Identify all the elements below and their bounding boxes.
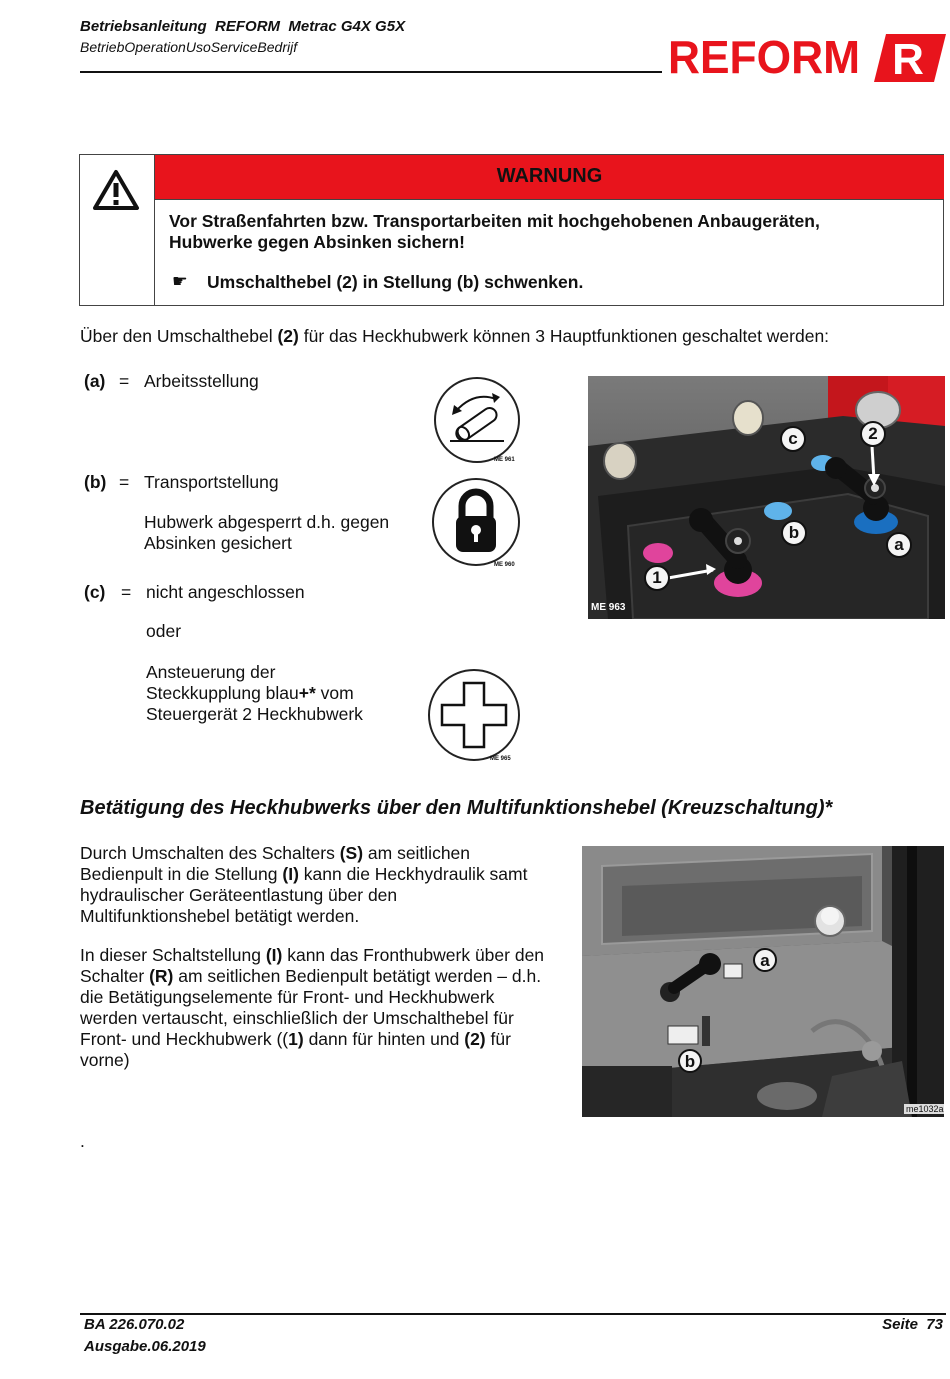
text: Durch Umschalten des Schalters xyxy=(80,843,340,863)
intro-paragraph xyxy=(80,326,829,347)
key: 1) xyxy=(288,1029,304,1049)
text: dann für hinten und xyxy=(303,1029,465,1049)
text-line xyxy=(80,966,580,987)
text: kann das Fronthubwerk über den xyxy=(282,945,545,965)
document-subtitle: BetriebOperationUsoServiceBedrijf xyxy=(80,39,298,55)
function-c-or: oder xyxy=(146,621,182,641)
header-rule xyxy=(80,71,662,73)
text-line: hydraulischer Geräteentlastung über den xyxy=(80,885,398,905)
icon-code: ME 965 xyxy=(490,756,511,762)
callout-1: 1 xyxy=(644,565,670,591)
photo-code: me1032a xyxy=(906,1104,944,1114)
function-a-eq: = xyxy=(119,371,130,391)
intro-text: Über den Umschalthebel xyxy=(80,326,278,346)
paragraph-switch-position xyxy=(80,945,580,1071)
function-c-detail-text: Steckkupplung blau xyxy=(146,683,299,703)
warning-heading: WARNUNG xyxy=(155,155,944,200)
text: kann die Heckhydraulik samt xyxy=(298,864,528,884)
warning-text-line: Hubwerke gegen Absinken sichern! xyxy=(169,232,465,252)
section-title: Betätigung des Heckhubwerks über den Multifunktionshebel (Kreuzschaltung)* xyxy=(80,797,833,819)
warning-box xyxy=(79,154,944,306)
function-c-detail-text: vom xyxy=(315,683,354,703)
document-title: Betriebsanleitung REFORM Metrac G4X G5X xyxy=(80,18,406,35)
text: In dieser Schaltstellung xyxy=(80,945,266,965)
callout-a: a xyxy=(886,532,912,558)
function-c-detail-line: Ansteuerung der xyxy=(146,662,276,682)
function-a-label: Arbeitsstellung xyxy=(144,371,259,391)
function-b-detail-line: Hubwerk abgesperrt d.h. gegen xyxy=(144,512,390,532)
logo-mark-letter: R xyxy=(892,35,924,84)
function-c-eq: = xyxy=(121,582,132,602)
side-panel-photo xyxy=(582,846,944,1117)
logo-wordmark: REFORM xyxy=(668,32,860,83)
text: für xyxy=(485,1029,511,1049)
cross-icon xyxy=(426,667,524,765)
photo-code: ME 963 xyxy=(591,602,626,613)
function-c-key: (c) xyxy=(84,582,106,602)
callout-c: c xyxy=(780,426,806,452)
function-c-detail xyxy=(146,662,363,725)
warning-text-line: Vor Straßenfahrten bzw. Transportarbeiten mit hochgehobenen Anbaugeräten, xyxy=(169,211,820,231)
option-mark: +* xyxy=(298,683,316,703)
function-c-detail-line xyxy=(146,683,363,704)
callout-2: 2 xyxy=(860,421,886,447)
text-line xyxy=(80,843,580,864)
text: am seitlichen Bedienpult betätigt werden – d.h. xyxy=(173,966,542,986)
function-b-eq: = xyxy=(119,472,130,492)
work-position-icon xyxy=(432,375,524,467)
key: (I) xyxy=(282,864,299,884)
lock-icon xyxy=(430,476,524,570)
function-b-detail xyxy=(144,512,389,554)
key: (I) xyxy=(265,945,283,965)
function-b-label: Transportstellung xyxy=(144,472,279,492)
pointing-hand-icon: ☛ xyxy=(172,271,188,291)
text-line xyxy=(80,864,580,885)
paragraph-switch-s xyxy=(80,843,580,927)
warning-action: Umschalthebel (2) in Stellung (b) schwenken. xyxy=(207,272,584,292)
callout-b: b xyxy=(781,520,807,546)
text-line xyxy=(80,945,580,966)
function-c-detail-line: Steuergerät 2 Heckhubwerk xyxy=(146,704,363,724)
intro-text: für das Heckhubwerk können 3 Hauptfunktionen geschaltet werden: xyxy=(298,326,830,346)
key: (R) xyxy=(149,966,174,986)
warning-triangle-icon xyxy=(92,169,140,211)
text-line: vorne) xyxy=(80,1050,130,1070)
control-levers-photo xyxy=(588,376,945,619)
text-line: Multifunktionshebel betätigt werden. xyxy=(80,906,360,926)
function-b-detail-line: Absinken gesichert xyxy=(144,533,292,553)
text: Front- und Heckhubwerk (( xyxy=(80,1029,289,1049)
text: Bedienpult in die Stellung xyxy=(80,864,283,884)
text: am seitlichen xyxy=(363,843,471,863)
function-b-key: (b) xyxy=(84,472,107,492)
edition-date: Ausgabe.06.2019 xyxy=(84,1338,206,1355)
text: Schalter xyxy=(80,966,150,986)
warning-icon-cell xyxy=(80,155,155,305)
icon-code: ME 961 xyxy=(494,457,515,463)
text-line: die Betätigungselemente für Front- und Heckhubwerk xyxy=(80,987,495,1007)
stray-dot: . xyxy=(80,1131,85,1151)
text-line xyxy=(80,1029,580,1050)
key: (2) xyxy=(464,1029,486,1049)
key: (S) xyxy=(339,843,364,863)
icon-code: ME 960 xyxy=(494,562,515,568)
callout-b: b xyxy=(678,1049,702,1073)
callout-a: a xyxy=(753,948,777,972)
document-number: BA 226.070.02 xyxy=(84,1316,185,1333)
function-a-key: (a) xyxy=(84,371,106,391)
intro-key: (2) xyxy=(277,326,299,346)
reform-logo xyxy=(668,32,946,84)
footer-rule xyxy=(80,1313,946,1315)
warning-text xyxy=(169,211,929,253)
function-c-label: nicht angeschlossen xyxy=(146,582,305,602)
page-number: Seite 73 xyxy=(882,1316,943,1333)
text-line: werden vertauscht, einschließlich der Umschalthebel für xyxy=(80,1008,514,1028)
